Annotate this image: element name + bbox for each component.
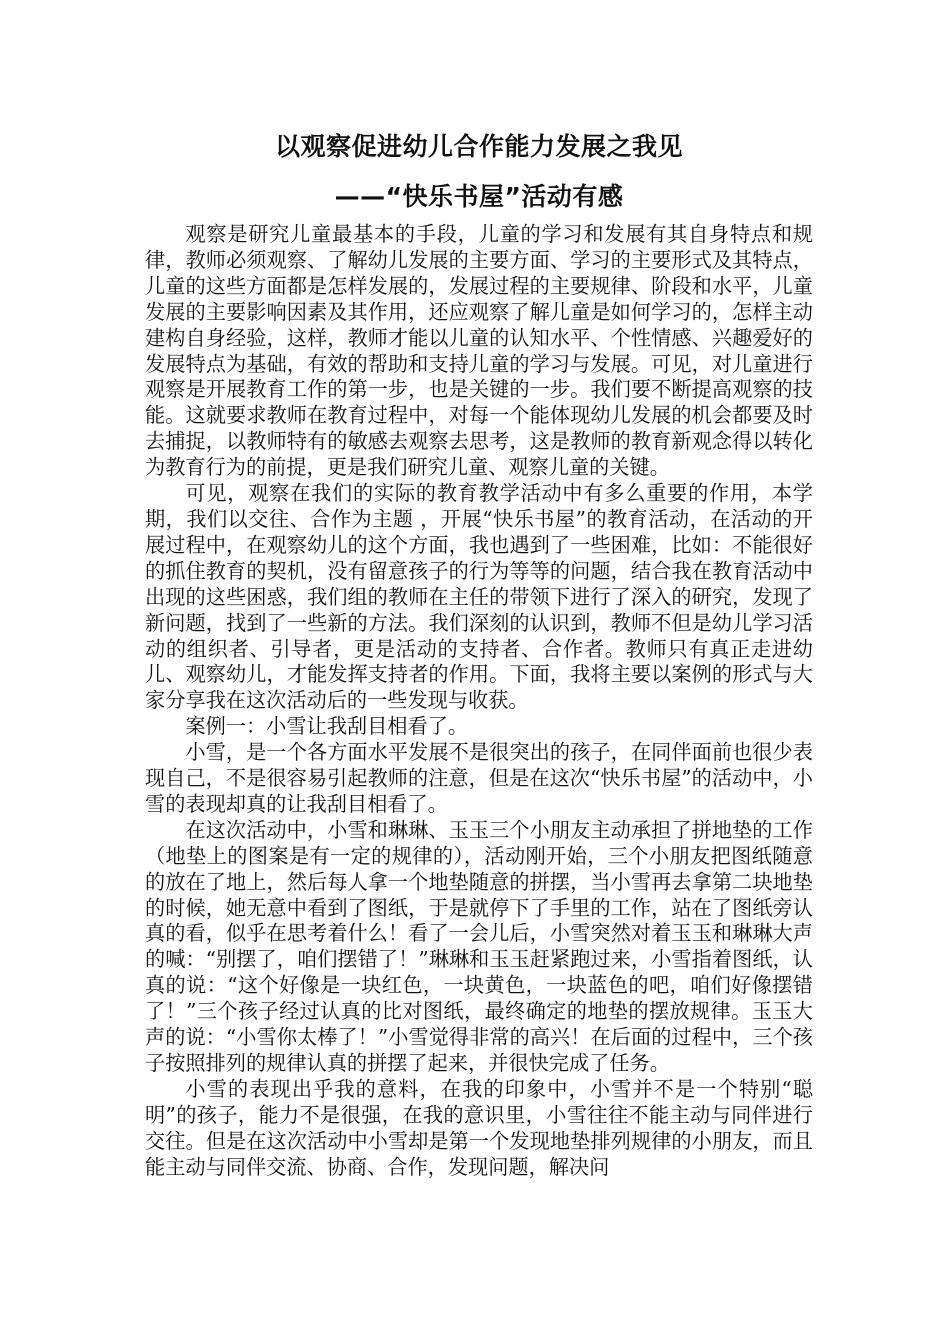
paragraph-case-story: 在这次活动中，小雪和琳琳、玉玉三个小朋友主动承担了拼地垫的工作（地垫上的图案是有一定的规律的），活动刚开始，三个小朋友把图纸随意的放在了地上，然后每人拿一个地垫随意的拼摆，当小雪再去拿第二块地垫的时候，她无意中看到了图纸，于是就停下了手里的工作，站在了图纸旁认真的看，似乎在思考着什么！看了一会儿后，小雪突然对着玉玉和琳琳大声的喊：“别摆了，咱们摆错了！”琳琳和玉玉赶紧跑过来，小雪指着图纸，认真的说：“这个好像是一块红色，一块黄色，一块蓝色的吧，咱们好像摆错了！”三个孩子经过认真的比对图纸，最终确定的地垫的摆放规律。玉玉大声的说：“小雪你太棒了！”小雪觉得非常的高兴！在后面的过程中，三个孩子按照排列的规律认真的拼摆了起来，并很快完成了任务。 — [145, 817, 813, 1075]
paragraph-case-heading: 案例一：小雪让我刮目相看了。 — [185, 714, 469, 739]
paragraph-case-intro: 小雪，是一个各方面水平发展不是很突出的孩子，在同伴面前也很少表现自己，不是很容易引起教师的注意，但是在这次“快乐书屋”的活动中，小雪的表现却真的让我刮目相看了。 — [145, 740, 813, 816]
paragraph-intro: 观察是研究儿童最基本的手段，儿童的学习和发展有其自身特点和规律，教师必须观察、了解幼儿发展的主要方面、学习的主要形式及其特点，儿童的这些方面都是怎样发展的，发展过程的主要规律、阶段和水平，儿童发展的主要影响因素及其作用，还应观察了解儿童是如何学习的，怎样主动建构自身经验，这样，教师才能以儿童的认知水平、个性情感、兴趣爱好的发展特点为基础，有效的帮助和支持儿童的学习与发展。可见，对儿童进行观察是开展教育工作的第一步，也是关键的一步。我们要不断提高观察的技能。这就要求教师在教育过程中，对每一个能体现幼儿发展的机会都要及时去捕捉，以教师特有的敏感去观察去思考，这是教师的教育新观念得以转化为教育行为的前提，更是我们研究儿童、观察儿童的关键。 — [145, 222, 813, 480]
document-title: 以观察促进幼儿合作能力发展之我见 — [274, 132, 683, 161]
document-subtitle: ——“快乐书屋”活动有感 — [334, 182, 624, 211]
paragraph-background: 可见，观察在我们的实际的教育教学活动中有多么重要的作用，本学期，我们以交往、合作为主题 ，开展“快乐书屋”的教育活动，在活动的开展过程中，在观察幼儿的这个方面，我也遇到了一些困难，比如：不能很好的抓住教育的契机，没有留意孩子的行为等等的问题，结合我在教育活动中出现的这些困惑，我们组的教师在主任的带领下进行了深入的研究，发现了新问题，找到了一些新的方法。我们深刻的认识到，教师不但是幼儿学习活动的组织者、引导者，更是活动的支持者、合作者。教师只有真正走进幼儿、观察幼儿，才能发挥支持者的作用。下面，我将主要以案例的形式与大家分享我在这次活动后的一些发现与收获。 — [145, 481, 813, 713]
document-page — [145, 130, 813, 1181]
paragraph-case-reflection: 小雪的表现出乎我的意料，在我的印象中，小雪并不是一个特别“聪明”的孩子，能力不是很强，在我的意识里，小雪往往不能主动与同伴进行交往。但是在这次活动中小雪却是第一个发现地垫排列规律的小朋友，而且能主动与同伴交流、协商、合作，发现问题，解决问 — [145, 1076, 813, 1179]
